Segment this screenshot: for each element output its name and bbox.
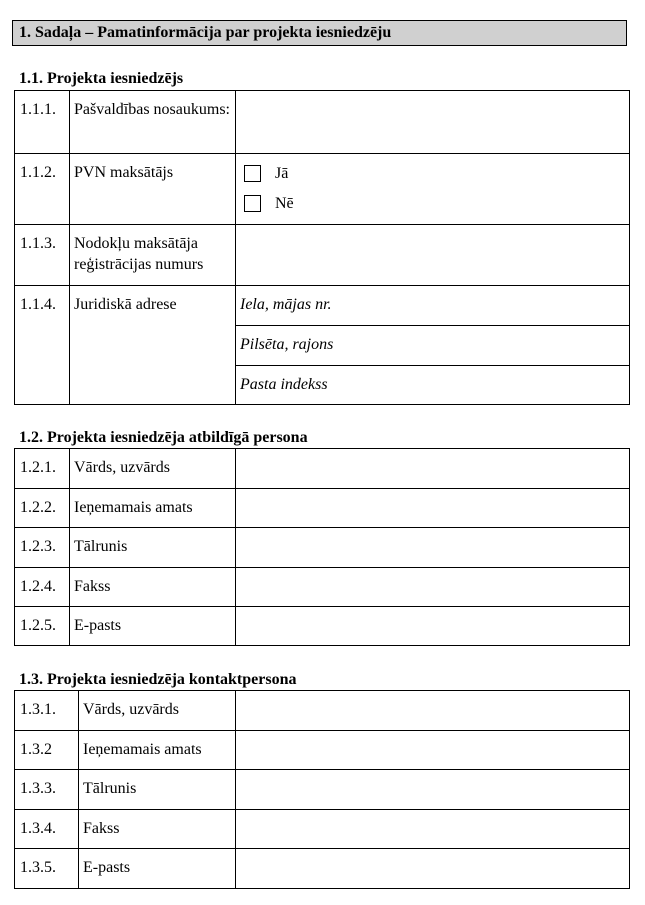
- row-label: Fakss: [70, 568, 236, 607]
- applicant-section-title: 1.1. Projekta iesniedzējs: [19, 70, 184, 87]
- city-field[interactable]: Pilsēta, rajons: [236, 326, 630, 366]
- table-row: [15, 528, 630, 568]
- row-number: 1.2.1.: [15, 449, 70, 489]
- row-number: 1.1.1.: [15, 91, 70, 154]
- vat-no-checkbox[interactable]: [244, 195, 261, 212]
- row-number: 1.3.4.: [15, 810, 79, 849]
- vat-no-label: Nē: [275, 194, 294, 212]
- taxpayer-number-field[interactable]: [236, 225, 630, 286]
- responsible-email-field[interactable]: [236, 607, 630, 646]
- row-label: Juridiskā adrese: [70, 286, 236, 405]
- row-label: Tālrunis: [70, 528, 236, 568]
- contact-phone-field[interactable]: [236, 770, 630, 810]
- row-number: 1.2.5.: [15, 607, 70, 646]
- responsible-position-field[interactable]: [236, 489, 630, 528]
- street-field[interactable]: Iela, mājas nr.: [236, 286, 630, 326]
- responsible-phone-field[interactable]: [236, 528, 630, 568]
- row-label: Ieņemamais amats: [79, 731, 236, 770]
- vat-options: [236, 154, 630, 225]
- table-row: [15, 770, 630, 810]
- row-number: 1.3.5.: [15, 849, 79, 889]
- row-number: 1.1.2.: [15, 154, 70, 225]
- row-number: 1.1.4.: [15, 286, 70, 405]
- section-title: 1. Sadaļa – Pamatinformācija par projekta iesniedzēju: [12, 20, 627, 46]
- contact-name-field[interactable]: [236, 691, 630, 731]
- table-row: [15, 225, 630, 286]
- row-label: Nodokļu maksātāja reģistrācijas numurs: [70, 225, 236, 286]
- table-row: [15, 568, 630, 607]
- responsible-fax-field[interactable]: [236, 568, 630, 607]
- row-label: Pašvaldības nosaukums:: [70, 91, 236, 154]
- row-number: 1.2.2.: [15, 489, 70, 528]
- responsible-name-field[interactable]: [236, 449, 630, 489]
- row-number: 1.3.3.: [15, 770, 79, 810]
- row-number: 1.2.4.: [15, 568, 70, 607]
- table-row: [15, 91, 630, 154]
- table-row: [15, 731, 630, 770]
- contact-section-title: 1.3. Projekta iesniedzēja kontaktpersona: [19, 671, 297, 688]
- row-label: Vārds, uzvārds: [79, 691, 236, 731]
- row-label: PVN maksātājs: [70, 154, 236, 225]
- row-label: Vārds, uzvārds: [70, 449, 236, 489]
- table-row: [15, 154, 630, 225]
- contact-position-field[interactable]: [236, 731, 630, 770]
- table-row: [15, 607, 630, 646]
- vat-yes-checkbox[interactable]: [244, 165, 261, 182]
- postal-code-field[interactable]: Pasta indekss: [236, 366, 630, 405]
- row-label: Fakss: [79, 810, 236, 849]
- row-number: 1.2.3.: [15, 528, 70, 568]
- table-row: [15, 849, 630, 889]
- table-row: [15, 449, 630, 489]
- row-label: Ieņemamais amats: [70, 489, 236, 528]
- vat-yes-label: Jā: [275, 164, 289, 182]
- responsible-section-title: 1.2. Projekta iesniedzēja atbildīgā persona: [19, 429, 308, 446]
- municipality-name-field[interactable]: [236, 91, 630, 154]
- table-row: [15, 691, 630, 731]
- table-row: [15, 489, 630, 528]
- contact-email-field[interactable]: [236, 849, 630, 889]
- applicant-table: [14, 90, 630, 405]
- vat-yes-option[interactable]: [240, 162, 625, 184]
- contact-table: [14, 690, 630, 889]
- table-row: [15, 286, 630, 326]
- row-label: Tālrunis: [79, 770, 236, 810]
- row-label: E-pasts: [70, 607, 236, 646]
- row-number: 1.1.3.: [15, 225, 70, 286]
- table-row: [15, 810, 630, 849]
- row-number: 1.3.1.: [15, 691, 79, 731]
- vat-no-option[interactable]: [240, 192, 625, 214]
- responsible-table: [14, 448, 630, 646]
- row-number: 1.3.2: [15, 731, 79, 770]
- row-label: E-pasts: [79, 849, 236, 889]
- contact-fax-field[interactable]: [236, 810, 630, 849]
